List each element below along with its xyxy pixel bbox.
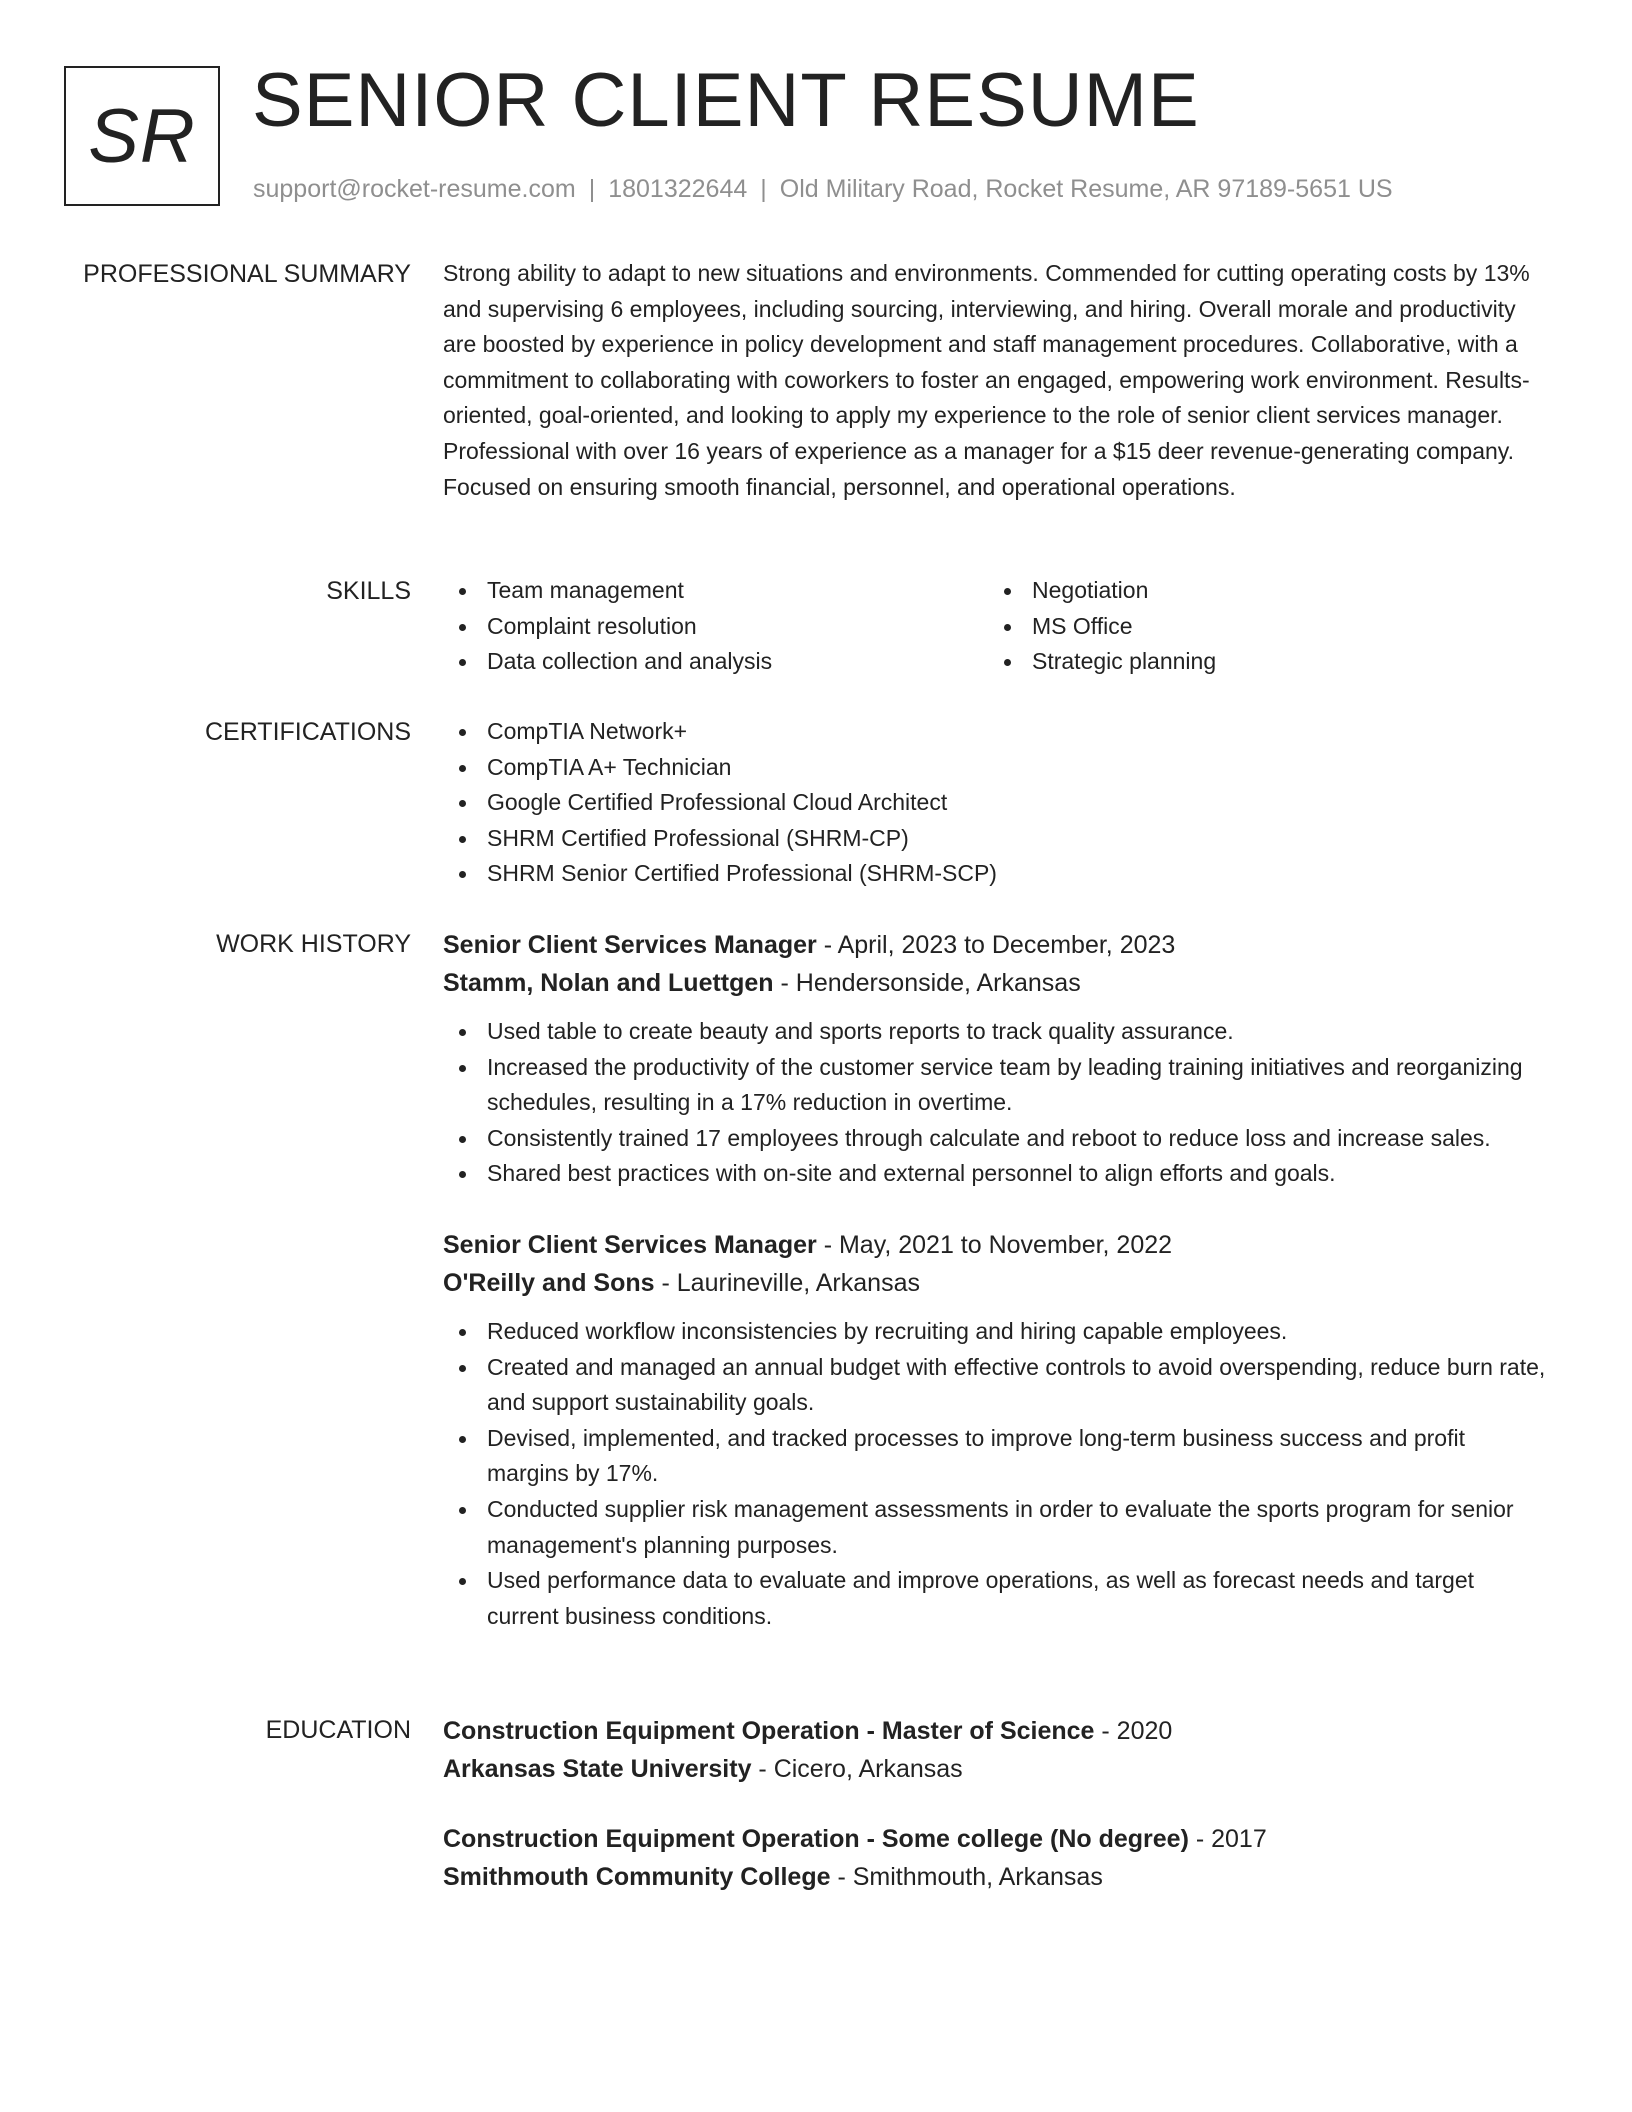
certifications-list: [443, 714, 1548, 892]
company-location: - Hendersonside, Arkansas: [773, 969, 1081, 997]
summary-text: Strong ability to adapt to new situations and environments. Commended for cutting operating costs by 13% and supervising 6 employees, including sourcing, interviewing, and hiring. Overall morale and productivity are boosted by experience in policy development and staff management procedures. Collaborative, with a commitment to collaborating with coworkers to foster an engaged, empowering work environment. Results-oriented, goal-oriented, and looking to apply my experience to the role of senior client services manager. Professional with over 16 years of experience as a manager for a $15 deer revenue-generating company. Focused on ensuring smooth financial, personnel, and operational operations.: [443, 260, 1530, 500]
job-title: Senior Client Services Manager: [443, 931, 817, 959]
company-name: Stamm, Nolan and Luettgen: [443, 969, 774, 997]
contact-phone: 1801322644: [608, 175, 748, 203]
certification-item: Google Certified Professional Cloud Architect: [443, 785, 1548, 821]
contact-separator: |: [588, 175, 596, 203]
job-bullet: Conducted supplier risk management assessments in order to evaluate the sports program for senior management's planning purposes.: [443, 1492, 1548, 1563]
skill-item: Team management: [443, 573, 988, 609]
degree-line: [443, 1712, 1548, 1750]
job-bullets: [443, 1314, 1548, 1634]
section-heading: CERTIFICATIONS: [204, 718, 411, 746]
company-line: [443, 1264, 1548, 1302]
school-name: Arkansas State University: [443, 1755, 752, 1783]
contact-line: [253, 174, 1393, 204]
degree-line: [443, 1820, 1548, 1858]
school-name: Smithmouth Community College: [443, 1863, 831, 1891]
job-title: Senior Client Services Manager: [443, 1230, 817, 1259]
contact-separator: |: [760, 175, 767, 203]
skill-item: Negotiation: [988, 573, 1533, 609]
skill-item: Complaint resolution: [443, 609, 988, 645]
skill-item: Strategic planning: [988, 644, 1533, 680]
degree-name: Construction Equipment Operation - Some college (No degree): [443, 1825, 1189, 1853]
job-bullet: Reduced workflow inconsistencies by recruiting and hiring capable employees.: [443, 1314, 1548, 1350]
certification-item: CompTIA A+ Technician: [443, 750, 1548, 786]
company-name: O'Reilly and Sons: [443, 1268, 655, 1297]
certification-item: CompTIA Network+: [443, 714, 1548, 750]
company-location: - Laurineville, Arkansas: [654, 1268, 920, 1297]
resume-title: SENIOR CLIENT RESUME: [252, 58, 1200, 143]
skills-list: [988, 573, 1533, 680]
certification-item: SHRM Certified Professional (SHRM-CP): [443, 821, 1548, 857]
contact-email: support@rocket-resume.com: [253, 175, 576, 203]
section-heading: SKILLS: [326, 577, 411, 605]
certification-item: SHRM Senior Certified Professional (SHRM-SCP): [443, 856, 1548, 892]
school-location: - Cicero, Arkansas: [751, 1755, 963, 1783]
job-dates: - April, 2023 to December, 2023: [816, 931, 1176, 959]
section-heading: WORK HISTORY: [216, 930, 411, 958]
job-title-line: [443, 1226, 1548, 1264]
job-title-line: [443, 926, 1548, 964]
company-line: [443, 964, 1548, 1002]
job-dates: - May, 2021 to November, 2022: [816, 1230, 1173, 1259]
education-entry: [443, 1712, 1548, 1788]
skill-item: Data collection and analysis: [443, 644, 988, 680]
job-bullet: Consistently trained 17 employees through calculate and reboot to reduce loss and increase sales.: [443, 1121, 1548, 1157]
job-bullet: Created and managed an annual budget with effective controls to avoid overspending, reduce burn rate, and support sustainability goals.: [443, 1350, 1548, 1421]
skills-list: [443, 573, 988, 680]
monogram-logo: SR: [64, 66, 220, 206]
degree-name: Construction Equipment Operation - Master of Science: [443, 1717, 1095, 1745]
job-bullet: Increased the productivity of the customer service team by leading training initiatives and reorganizing schedules, resulting in a 17% reduction in overtime.: [443, 1050, 1548, 1121]
job-bullet: Used table to create beauty and sports reports to track quality assurance.: [443, 1014, 1548, 1050]
job-bullet: Devised, implemented, and tracked processes to improve long-term business success and profit margins by 17%.: [443, 1421, 1548, 1492]
degree-year: - 2020: [1094, 1717, 1173, 1745]
job-entry: [443, 926, 1548, 1192]
school-line: [443, 1750, 1548, 1788]
section-heading: PROFESSIONAL SUMMARY: [83, 260, 411, 288]
job-entry: [443, 1226, 1548, 1634]
school-line: [443, 1858, 1548, 1896]
job-bullet: Shared best practices with on-site and external personnel to align efforts and goals.: [443, 1156, 1548, 1192]
job-bullets: [443, 1014, 1548, 1192]
contact-address: Old Military Road, Rocket Resume, AR 97189-5651 US: [779, 175, 1393, 203]
school-location: - Smithmouth, Arkansas: [830, 1863, 1103, 1891]
skill-item: MS Office: [988, 609, 1533, 645]
degree-year: - 2017: [1188, 1825, 1267, 1853]
job-bullet: Used performance data to evaluate and improve operations, as well as forecast needs and target current business conditions.: [443, 1563, 1548, 1634]
education-entry: [443, 1820, 1548, 1896]
section-heading: EDUCATION: [265, 1716, 411, 1744]
